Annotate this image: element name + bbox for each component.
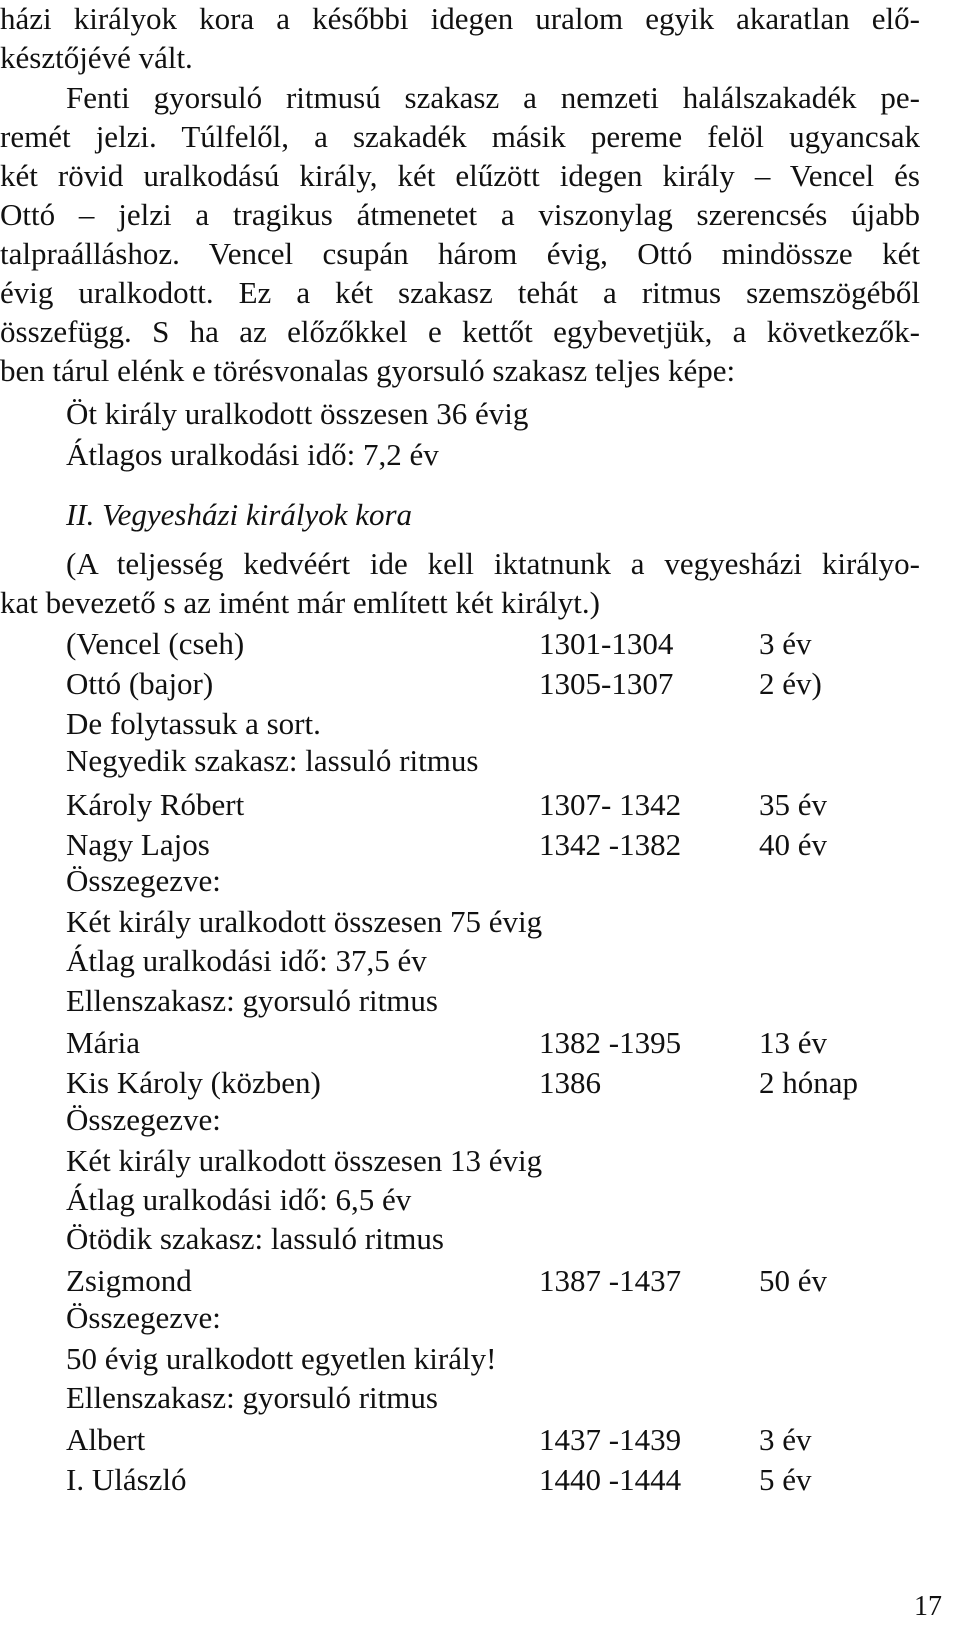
summary-label: Összegezve:	[66, 1300, 221, 1335]
reign-years: 1387 -1437	[539, 1263, 682, 1298]
stage-heading: Ellenszakasz: gyorsuló ritmus	[66, 1380, 438, 1415]
reign-years: 1437 -1439	[539, 1422, 682, 1457]
king-name: Kis Károly (közben)	[66, 1065, 321, 1100]
reign-length: 2 év)	[759, 666, 822, 701]
paragraph-line: kat bevezető s az imént már említett két királyt.)	[0, 585, 600, 620]
reign-years: 1307- 1342	[539, 787, 682, 822]
paragraph-line: talpraálláshoz. Vencel csupán három évig, Ottó mindössze két	[0, 236, 920, 271]
paragraph-line: Ottó – jelzi a tragikus átmenetet a viszonylag szerencsés újabb	[0, 197, 920, 232]
king-name: Ottó (bajor)	[66, 666, 214, 701]
stage-heading: Negyedik szakasz: lassuló ritmus	[66, 743, 479, 778]
summary-label: Összegezve:	[66, 1102, 221, 1137]
page-number: 17	[914, 1591, 942, 1622]
summary-line: Átlagos uralkodási idő: 7,2 év	[66, 437, 439, 472]
reign-years: 1386	[539, 1065, 601, 1100]
paragraph-note	[0, 545, 920, 623]
reign-length: 3 év	[759, 1422, 812, 1457]
reign-years: 1305-1307	[539, 666, 674, 701]
reign-length: 40 év	[759, 827, 828, 862]
summary-line: Öt király uralkodott összesen 36 évig	[66, 396, 529, 431]
stage-heading: Ellenszakasz: gyorsuló ritmus	[66, 983, 438, 1018]
king-name: Mária	[66, 1025, 141, 1060]
paragraph-line: (A teljesség kedvéért ide kell iktatnunk a vegyesházi királyo-	[66, 546, 920, 581]
summary-line: Két király uralkodott összesen 75 évig	[66, 904, 543, 939]
reign-length: 5 év	[759, 1462, 812, 1497]
summary-line: Átlag uralkodási idő: 37,5 év	[66, 943, 427, 978]
reign-years: 1382 -1395	[539, 1025, 682, 1060]
reign-length: 2 hónap	[759, 1065, 859, 1100]
paragraph-line: két rövid uralkodású király, két elűzött idegen király – Vencel és	[0, 158, 920, 193]
paragraph-intro	[0, 0, 920, 78]
paragraph-line: évig uralkodott. Ez a két szakasz tehát a ritmus szemszögéből	[0, 275, 920, 310]
paragraph-line: Fenti gyorsuló ritmusú szakasz a nemzeti halálszakadék pe-	[66, 80, 920, 115]
reign-years: 1440 -1444	[539, 1462, 682, 1497]
section-heading: II. Vegyesházi királyok kora	[66, 497, 413, 532]
king-name: I. Ulászló	[66, 1462, 187, 1497]
king-name: Albert	[66, 1422, 146, 1457]
king-name: (Vencel (cseh)	[66, 626, 245, 661]
reign-length: 35 év	[759, 787, 828, 822]
reign-years: 1342 -1382	[539, 827, 682, 862]
paragraph-main	[0, 79, 920, 391]
king-name: Zsigmond	[66, 1263, 192, 1298]
summary-label: Összegezve:	[66, 863, 221, 898]
reign-length: 3 év	[759, 626, 812, 661]
paragraph-line: összefügg. S ha az előzőkkel e kettőt egybevetjük, a következők-	[0, 314, 920, 349]
reign-length: 50 év	[759, 1263, 828, 1298]
summary-line: Átlag uralkodási idő: 6,5 év	[66, 1182, 412, 1217]
paragraph-line: remét jelzi. Túlfelől, a szakadék másik pereme felöl ugyancsak	[0, 119, 920, 154]
paragraph-line: ben tárul elénk e törésvonalas gyorsuló szakasz teljes képe:	[0, 353, 736, 388]
paragraph-line: házi királyok kora a későbbi idegen uralom egyik akaratlan elő-	[0, 1, 920, 36]
continue-text: De folytassuk a sort.	[66, 706, 321, 741]
king-name: Károly Róbert	[66, 787, 245, 822]
paragraph-line: késztőjévé vált.	[0, 40, 193, 75]
stage-heading: Ötödik szakasz: lassuló ritmus	[66, 1221, 444, 1256]
summary-line: Két király uralkodott összesen 13 évig	[66, 1143, 543, 1178]
reign-length: 13 év	[759, 1025, 828, 1060]
summary-line: 50 évig uralkodott egyetlen király!	[66, 1341, 497, 1376]
reign-years: 1301-1304	[539, 626, 674, 661]
king-name: Nagy Lajos	[66, 827, 210, 862]
